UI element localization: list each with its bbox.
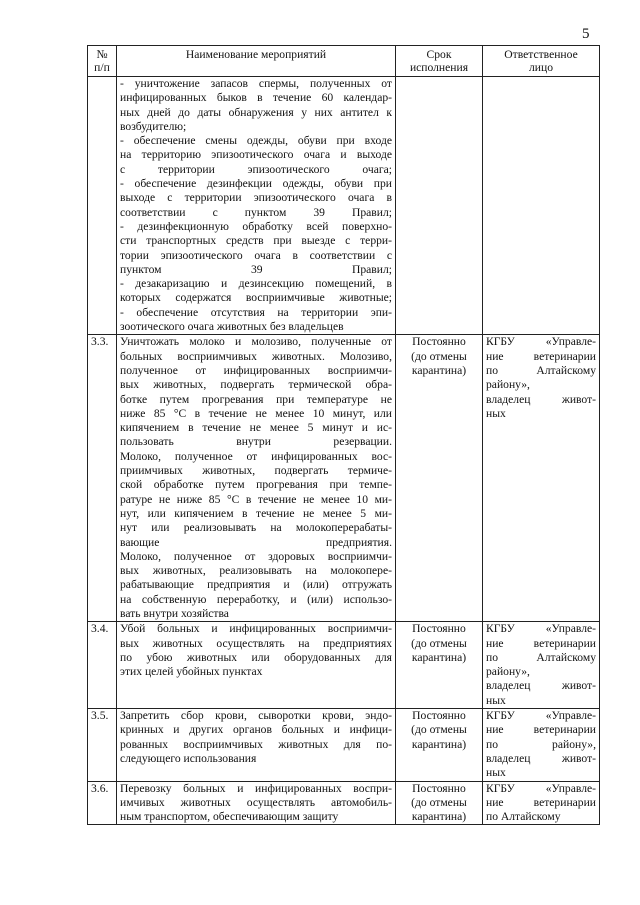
term-text-line: (до отмены xyxy=(411,723,467,737)
measure-text-line: вых животных осуществлять на предприятиях xyxy=(120,636,392,650)
measure-text-line: Убой больных и инфицированных восприимчи- xyxy=(120,622,392,636)
measure-text-line: с территории эпизоотического очага; xyxy=(120,162,392,176)
responsible-text-line: ние ветеринарии xyxy=(486,636,596,650)
measure-text-line: соответствии с пунктом 39 Правил; xyxy=(120,205,392,219)
responsible-text-line: по Алтайскому xyxy=(486,810,561,824)
measure-text-line: ных дней до даты обнаружения у них антител к xyxy=(120,105,392,119)
responsible-text-line: владелец живот- xyxy=(486,392,596,406)
responsible-text xyxy=(483,622,600,709)
measure-text-line: ской обработке путем прогревания при темпе- xyxy=(120,478,392,492)
measure-text-line: которых содержатся восприимчивые животные; xyxy=(120,291,392,305)
table-row xyxy=(88,335,600,622)
row-number: 3.5. xyxy=(88,709,117,781)
measure-text-line: ниже 85 °С в течение не менее 10 минут, или xyxy=(120,406,392,420)
table-row xyxy=(88,622,600,709)
measure-text xyxy=(117,709,396,781)
responsible-text-line: КГБУ «Управле- xyxy=(486,622,596,636)
measure-text-line: на территорию эпизоотического очага и выходе xyxy=(120,148,392,162)
measure-text-line: - обеспечение отсутствия на территории эпи- xyxy=(120,305,392,319)
responsible-text-line: ных xyxy=(486,693,506,707)
responsible-text xyxy=(483,77,600,335)
term-text xyxy=(396,781,483,825)
table-row xyxy=(88,781,600,825)
row-number xyxy=(88,77,117,335)
measure-text-line: сти транспортных средств при выезде с терри- xyxy=(120,234,392,248)
table-row xyxy=(88,77,600,335)
header-term-line2: исполнения xyxy=(409,61,469,74)
measure-text-line: выходе с территории эпизоотического очага в xyxy=(120,191,392,205)
measure-text-line: вающие предприятия. xyxy=(120,535,392,549)
row-number: 3.6. xyxy=(88,781,117,825)
responsible-text-line: ние ветеринарии xyxy=(486,723,596,737)
responsible-text-line: ных xyxy=(486,406,506,420)
responsible-text-line: по Алтайскому xyxy=(486,650,596,664)
measure-text-line: кринных и других органов больных и инфици- xyxy=(120,723,392,737)
term-text-line: Постоянно xyxy=(412,335,466,349)
measures-table xyxy=(87,45,600,825)
responsible-text-line: по району», xyxy=(486,737,596,751)
responsible-text-line: району», xyxy=(486,665,530,679)
responsible-text-line: району», xyxy=(486,378,530,392)
measure-text-line: ным транспортом, обеспечивающим защиту xyxy=(120,810,339,824)
responsible-text-line: ние ветеринарии xyxy=(486,349,596,363)
term-text-line: карантина) xyxy=(411,810,467,824)
term-text xyxy=(396,622,483,709)
measure-text-line: тории эпизоотического очага в соответствии с xyxy=(120,248,392,262)
measure-text-line: зоотического очага животных без владельцев xyxy=(120,320,344,334)
header-number xyxy=(88,46,117,77)
measure-text-line: Молоко, полученное от здоровых восприимчи- xyxy=(120,549,392,563)
term-text-line: (до отмены xyxy=(411,795,467,809)
measure-text-line: пользовать внутри резервации. xyxy=(120,435,392,449)
term-text-line: карантина) xyxy=(411,737,467,751)
header-responsible-line1: Ответственное xyxy=(504,48,578,61)
page-number: 5 xyxy=(582,26,590,42)
header-responsible xyxy=(483,46,600,77)
header-responsible-line2: лицо xyxy=(529,61,553,74)
measure-text-line: возбудителю; xyxy=(120,119,187,133)
table-header-row xyxy=(88,46,600,77)
measure-text-line: ратуре не ниже 85 °С в течение не менее 10 ми- xyxy=(120,492,392,506)
responsible-text-line: КГБУ «Управле- xyxy=(486,335,596,349)
measure-text-line: Уничтожать молоко и молозиво, полученные от xyxy=(120,335,392,349)
term-text-line: Постоянно xyxy=(412,622,466,636)
measure-text-line: Запретить сбор крови, сыворотки крови, эндо- xyxy=(120,709,392,723)
measure-text-line: рованных восприимчивых животных для по- xyxy=(120,737,392,751)
measure-text-line: вых животных, подвергать термической обра- xyxy=(120,378,392,392)
measure-text-line: Перевозку больных и инфицированных воспри- xyxy=(120,781,392,795)
term-text-line: карантина) xyxy=(411,363,467,377)
header-number-line1: № xyxy=(96,48,108,61)
term-text-line: (до отмены xyxy=(411,636,467,650)
row-number: 3.4. xyxy=(88,622,117,709)
measure-text-line: по убою животных или оборудованных для xyxy=(120,650,392,664)
measure-text-line: - дезинфекционную обработку всей поверхно- xyxy=(120,219,392,233)
responsible-text-line: по Алтайскому xyxy=(486,363,596,377)
table-row xyxy=(88,709,600,781)
responsible-text-line: КГБУ «Управле- xyxy=(486,709,596,723)
term-text-line: (до отмены xyxy=(411,349,467,363)
measure-text-line: пунктом 39 Правил; xyxy=(120,262,392,276)
measure-text-line: имчивых животных осуществлять автомобиль- xyxy=(120,795,392,809)
measure-text xyxy=(117,335,396,622)
header-name-text: Наименование мероприятий xyxy=(185,48,327,61)
header-term-line1: Срок xyxy=(426,48,452,61)
measure-text-line: - уничтожение запасов спермы, полученных от xyxy=(120,77,392,90)
term-text xyxy=(396,335,483,622)
measure-text-line: ботке путем прогревания при температуре не xyxy=(120,392,392,406)
measure-text-line: инфицированных быков в течение 60 календар- xyxy=(120,91,392,105)
measure-text-line: нут, или кипячением в течение не менее 5 ми- xyxy=(120,506,392,520)
measure-text-line: на собственную переработку, и (или) использо- xyxy=(120,592,392,606)
responsible-text-line: ных xyxy=(486,766,506,780)
measure-text-line: этих целей убойных пунктах xyxy=(120,665,263,679)
measure-text-line: кипячением в течение не менее 5 минут и ис- xyxy=(120,421,392,435)
measure-text-line: Молоко, полученное от инфицированных вос- xyxy=(120,449,392,463)
measure-text-line: нут или реализовывать на молокоперерабаты- xyxy=(120,521,392,535)
measure-text-line: - дезакаризацию и дезинсекцию помещений, в xyxy=(120,277,392,291)
measure-text-line: - обеспечение дезинфекции одежды, обуви при xyxy=(120,177,392,191)
responsible-text xyxy=(483,335,600,622)
measure-text-line: - обеспечение смены одежды, обуви при входе xyxy=(120,134,392,148)
measure-text-line: полученное от инфицированных восприимчи- xyxy=(120,363,392,377)
measure-text-line: больных восприимчивых животных. Молозиво, xyxy=(120,349,392,363)
responsible-text-line: ние ветеринарии xyxy=(486,795,596,809)
header-name xyxy=(117,46,396,77)
responsible-text xyxy=(483,781,600,825)
term-text-line: Постоянно xyxy=(412,709,466,723)
responsible-text-line: КГБУ «Управле- xyxy=(486,781,596,795)
measure-text-line: вых животных, реализовывать на молокопере- xyxy=(120,564,392,578)
measure-text-line: следующего использования xyxy=(120,751,257,765)
measure-text-line: вать внутри хозяйства xyxy=(120,606,229,620)
measure-text-line: рабатывающие предприятия и (или) отгружать xyxy=(120,578,392,592)
row-number: 3.3. xyxy=(88,335,117,622)
responsible-text-line: владелец живот- xyxy=(486,751,596,765)
responsible-text-line: владелец живот- xyxy=(486,679,596,693)
measure-text xyxy=(117,622,396,709)
term-text xyxy=(396,77,483,335)
responsible-text xyxy=(483,709,600,781)
measure-text xyxy=(117,781,396,825)
term-text xyxy=(396,709,483,781)
measure-text-line: приимчивых животных, подвергать термиче- xyxy=(120,464,392,478)
measure-text xyxy=(117,77,396,335)
term-text-line: карантина) xyxy=(411,650,467,664)
header-number-line2: п/п xyxy=(94,61,110,74)
header-term xyxy=(396,46,483,77)
term-text-line: Постоянно xyxy=(412,781,466,795)
